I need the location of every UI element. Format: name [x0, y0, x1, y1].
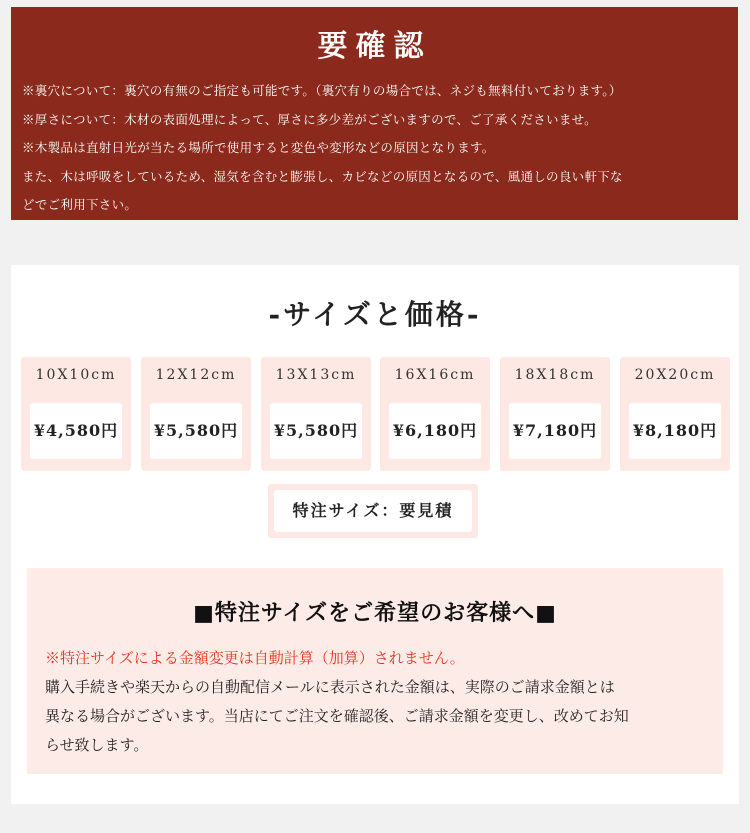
size-label: 18X18cm	[514, 367, 596, 383]
notice-line: ※厚さについて：木材の表面処理によって、厚さに多少差がございますので、ご了承くださいませ。	[22, 111, 597, 127]
price-box: ¥6,180円	[389, 403, 481, 459]
size-label: 20X20cm	[634, 367, 716, 383]
notice-lines	[22, 77, 734, 220]
custom-size-card	[268, 484, 478, 538]
size-card-12x12	[141, 357, 251, 471]
size-label: 16X16cm	[394, 367, 476, 383]
size-card-20x20	[620, 357, 730, 471]
size-card-13x13	[261, 357, 371, 471]
notice-line: また、木は呼吸をしているため、湿気を含むと膨張し、カビなどの原因となるので、風通しの良い軒下な	[22, 168, 623, 184]
custom-request-warning: ※特注サイズによる金額変更は自動計算（加算）されません。	[45, 649, 465, 667]
notice-title: 要確認	[317, 29, 432, 64]
notice-banner	[11, 7, 738, 220]
price-box: ¥5,580円	[270, 403, 362, 459]
price-box: ¥8,180円	[629, 403, 721, 459]
notice-line: ※木製品は直射日光が当たる場所で使用すると変色や変形などの原因となります。	[22, 140, 495, 155]
notice-line: ※裏穴について：裏穴の有無のご指定も可能です。（裏穴有りの場合では、ネジも無料付いております。）	[22, 83, 622, 98]
pricing-panel	[11, 265, 739, 804]
notice-line: どでご利用下さい。	[22, 197, 138, 212]
custom-request-title: ■特注サイズをご希望のお客様へ■	[193, 600, 557, 626]
size-card-16x16	[380, 357, 490, 471]
size-card-10x10	[21, 357, 131, 471]
custom-request-lines	[45, 644, 715, 760]
custom-request-box	[27, 568, 723, 774]
price-box: ¥4,580円	[30, 403, 122, 459]
price-box: ¥5,580円	[150, 403, 242, 459]
custom-request-line: 異なる場合がございます。当店にてご注文を確認後、ご請求金額を変更し、改めてお知	[45, 707, 629, 725]
pricing-title: -サイズと価格-	[268, 298, 482, 331]
size-label: 12X12cm	[155, 367, 237, 383]
size-label: 13X13cm	[275, 367, 357, 383]
price-box: ¥7,180円	[509, 403, 601, 459]
custom-size-label: 特注サイズ：要見積	[274, 490, 472, 532]
size-card-18x18	[500, 357, 610, 471]
size-label: 10X10cm	[35, 367, 117, 383]
custom-request-line: らせ致します。	[45, 736, 149, 754]
custom-request-line: 購入手続きや楽天からの自動配信メールに表示された金額は、実際のご請求金額とは	[45, 678, 615, 696]
